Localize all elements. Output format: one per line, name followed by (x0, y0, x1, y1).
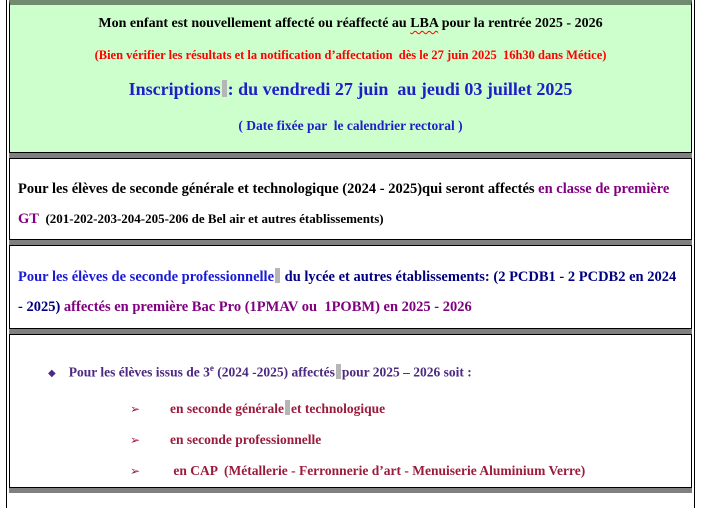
banner-warning: (Bien vérifier les résultats et la notification d’affectation dès le 27 juin 2025 16h30 dans Métice) (94, 48, 607, 62)
section-bac-pro (9, 245, 692, 329)
list-item-seconde-pro (18, 431, 683, 449)
diamond-bullet-icon: ◆ (48, 367, 56, 379)
list-item-cap (18, 462, 683, 480)
section-divider (9, 488, 692, 493)
pro-text-purple: affectés en première Bac Pro (1PMAV ou 1POBM) en 2025 - 2026 (60, 299, 472, 315)
text-cursor-mark (285, 400, 290, 415)
section-premiere-gt (9, 158, 692, 240)
list-item-seconde-gt (18, 400, 683, 418)
banner-title-pre: Mon enfant est nouvellement affecté ou réaffecté au (98, 16, 411, 31)
arrow-bullet-icon: ➢ (130, 463, 141, 478)
section-troisieme (9, 334, 692, 488)
item-label: en seconde générale (170, 400, 284, 416)
arrow-bullet-icon: ➢ (130, 401, 141, 416)
text-cursor-mark (275, 268, 280, 283)
troisieme-heading (18, 359, 683, 383)
inscription-word: Inscriptions (128, 79, 221, 99)
banner-date-note: ( Date fixée par le calendrier rectoral ) (238, 118, 463, 133)
gt-text-highlight: en classe de première GT (18, 181, 673, 227)
heading-text-pre: Pour les élèves issus de 3 (68, 364, 210, 380)
banner-title-post: pour la rentrée 2025 - 2026 (438, 16, 603, 31)
page-frame (6, 0, 695, 508)
banner-inscription-dates (10, 78, 691, 100)
gt-text-main: Pour les élèves de seconde générale et technologique (2024 - 2025)qui seront affectés (18, 181, 535, 197)
pro-text-navy: du lycée et autres établissements: (2 PCDB1 - 2 PCDB2 en 2024 - 2025) (18, 269, 680, 315)
arrow-bullet-icon: ➢ (130, 432, 141, 447)
item-label: et technologique (290, 400, 386, 416)
heading-text-post: pour 2025 – 2026 soit : (341, 364, 472, 380)
item-label: en seconde professionnelle (170, 431, 322, 447)
banner-title-acronym-misspelled: LBA (410, 16, 439, 31)
pro-text-blue: Pour les élèves de seconde professionnelle (18, 269, 275, 285)
heading-text-mid: (2024 -2025) affectés (213, 364, 335, 380)
notice-banner (9, 0, 692, 153)
text-cursor-mark (336, 364, 341, 379)
text-cursor-mark (222, 80, 227, 97)
inscription-dates-text: : du vendredi 27 juin au jeudi 03 juillet 2025 (227, 79, 573, 99)
gt-text-detail: (201-202-203-204-205-206 de Bel air et autres établissements) (38, 211, 384, 226)
item-label: en CAP (Métallerie - Ferronnerie d’art - Menuiserie Aluminium Verre) (170, 462, 586, 478)
heading-superscript: e (209, 363, 214, 373)
banner-title (10, 15, 691, 33)
